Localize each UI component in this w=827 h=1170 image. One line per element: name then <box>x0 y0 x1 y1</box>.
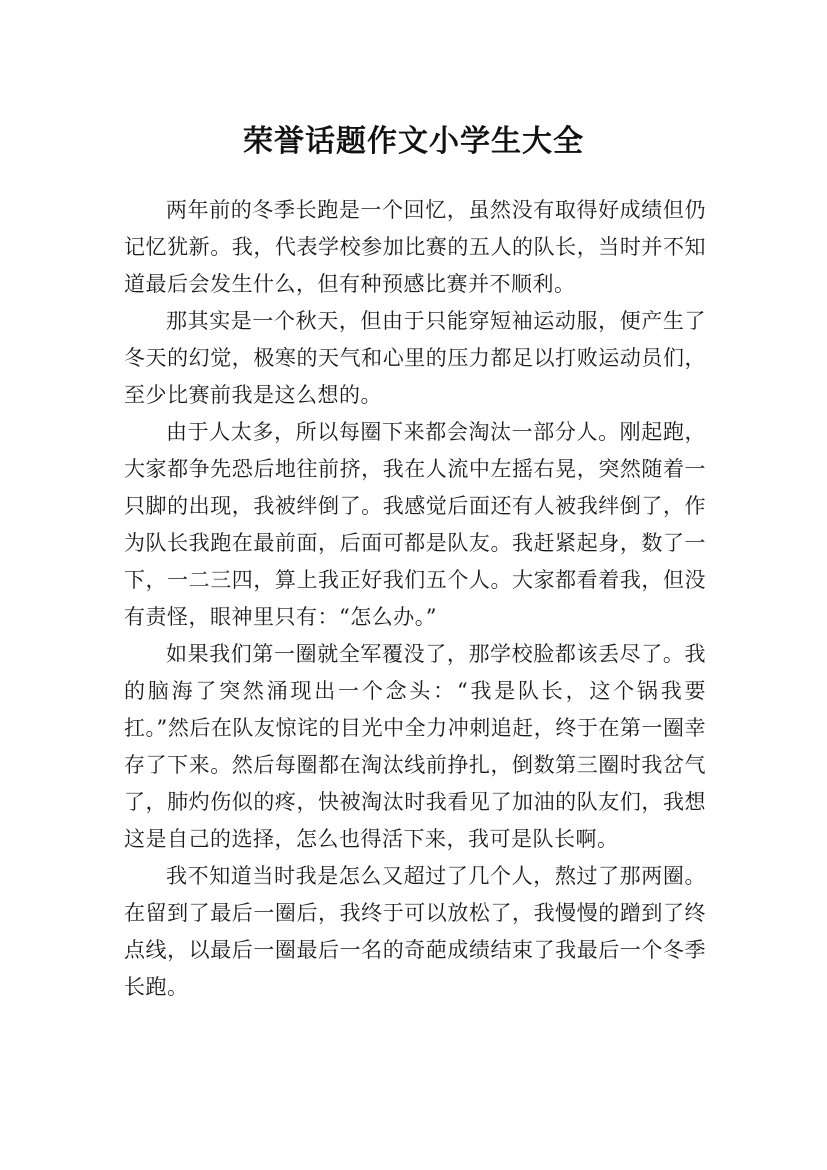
paragraph: 那其实是一个秋天，但由于只能穿短袖运动服，便产生了冬天的幻觉，极寒的天气和心里的压力都足以打败运动员们，至少比赛前我是这么想的。 <box>124 309 706 407</box>
paragraph: 我不知道当时我是怎么又超过了几个人，熬过了那两圈。在留到了最后一圈后，我终于可以放松了，我慢慢的蹭到了终点线，以最后一圈最后一名的奇葩成绩结束了我最后一个冬季长跑。 <box>124 864 706 999</box>
paragraph: 两年前的冬季长跑是一个回忆，虽然没有取得好成绩但仍记忆犹新。我，代表学校参加比赛的五人的队长，当时并不知道最后会发生什么，但有种预感比赛并不顺利。 <box>124 198 706 296</box>
article-body <box>124 192 706 1006</box>
paragraph: 由于人太多，所以每圈下来都会淘汰一部分人。刚起跑，大家都争先恐后地往前挤，我在人流中左摇右晃，突然随着一只脚的出现，我被绊倒了。我感觉后面还有人被我绊倒了，作为队长我跑在最前面，后面可都是队友。我赶紧起身，数了一下，一二三四，算上我正好我们五个人。大家都看着我，但没有责怪，眼神里只有：“怎么办。” <box>124 420 706 629</box>
paragraph: 如果我们第一圈就全军覆没了，那学校脸都该丢尽了。我的脑海了突然涌现出一个念头：“我是队长，这个锅我要扛。”然后在队友惊诧的目光中全力冲刺追赶，终于在第一圈幸存了下来。然后每圈都在淘汰线前挣扎，倒数第三圈时我岔气了，肺灼伤似的疼，快被淘汰时我看见了加油的队友们，我想这是自己的选择，怎么也得活下来，我可是队长啊。 <box>124 642 706 851</box>
page-title: 荣誉话题作文小学生大全 <box>243 124 584 160</box>
